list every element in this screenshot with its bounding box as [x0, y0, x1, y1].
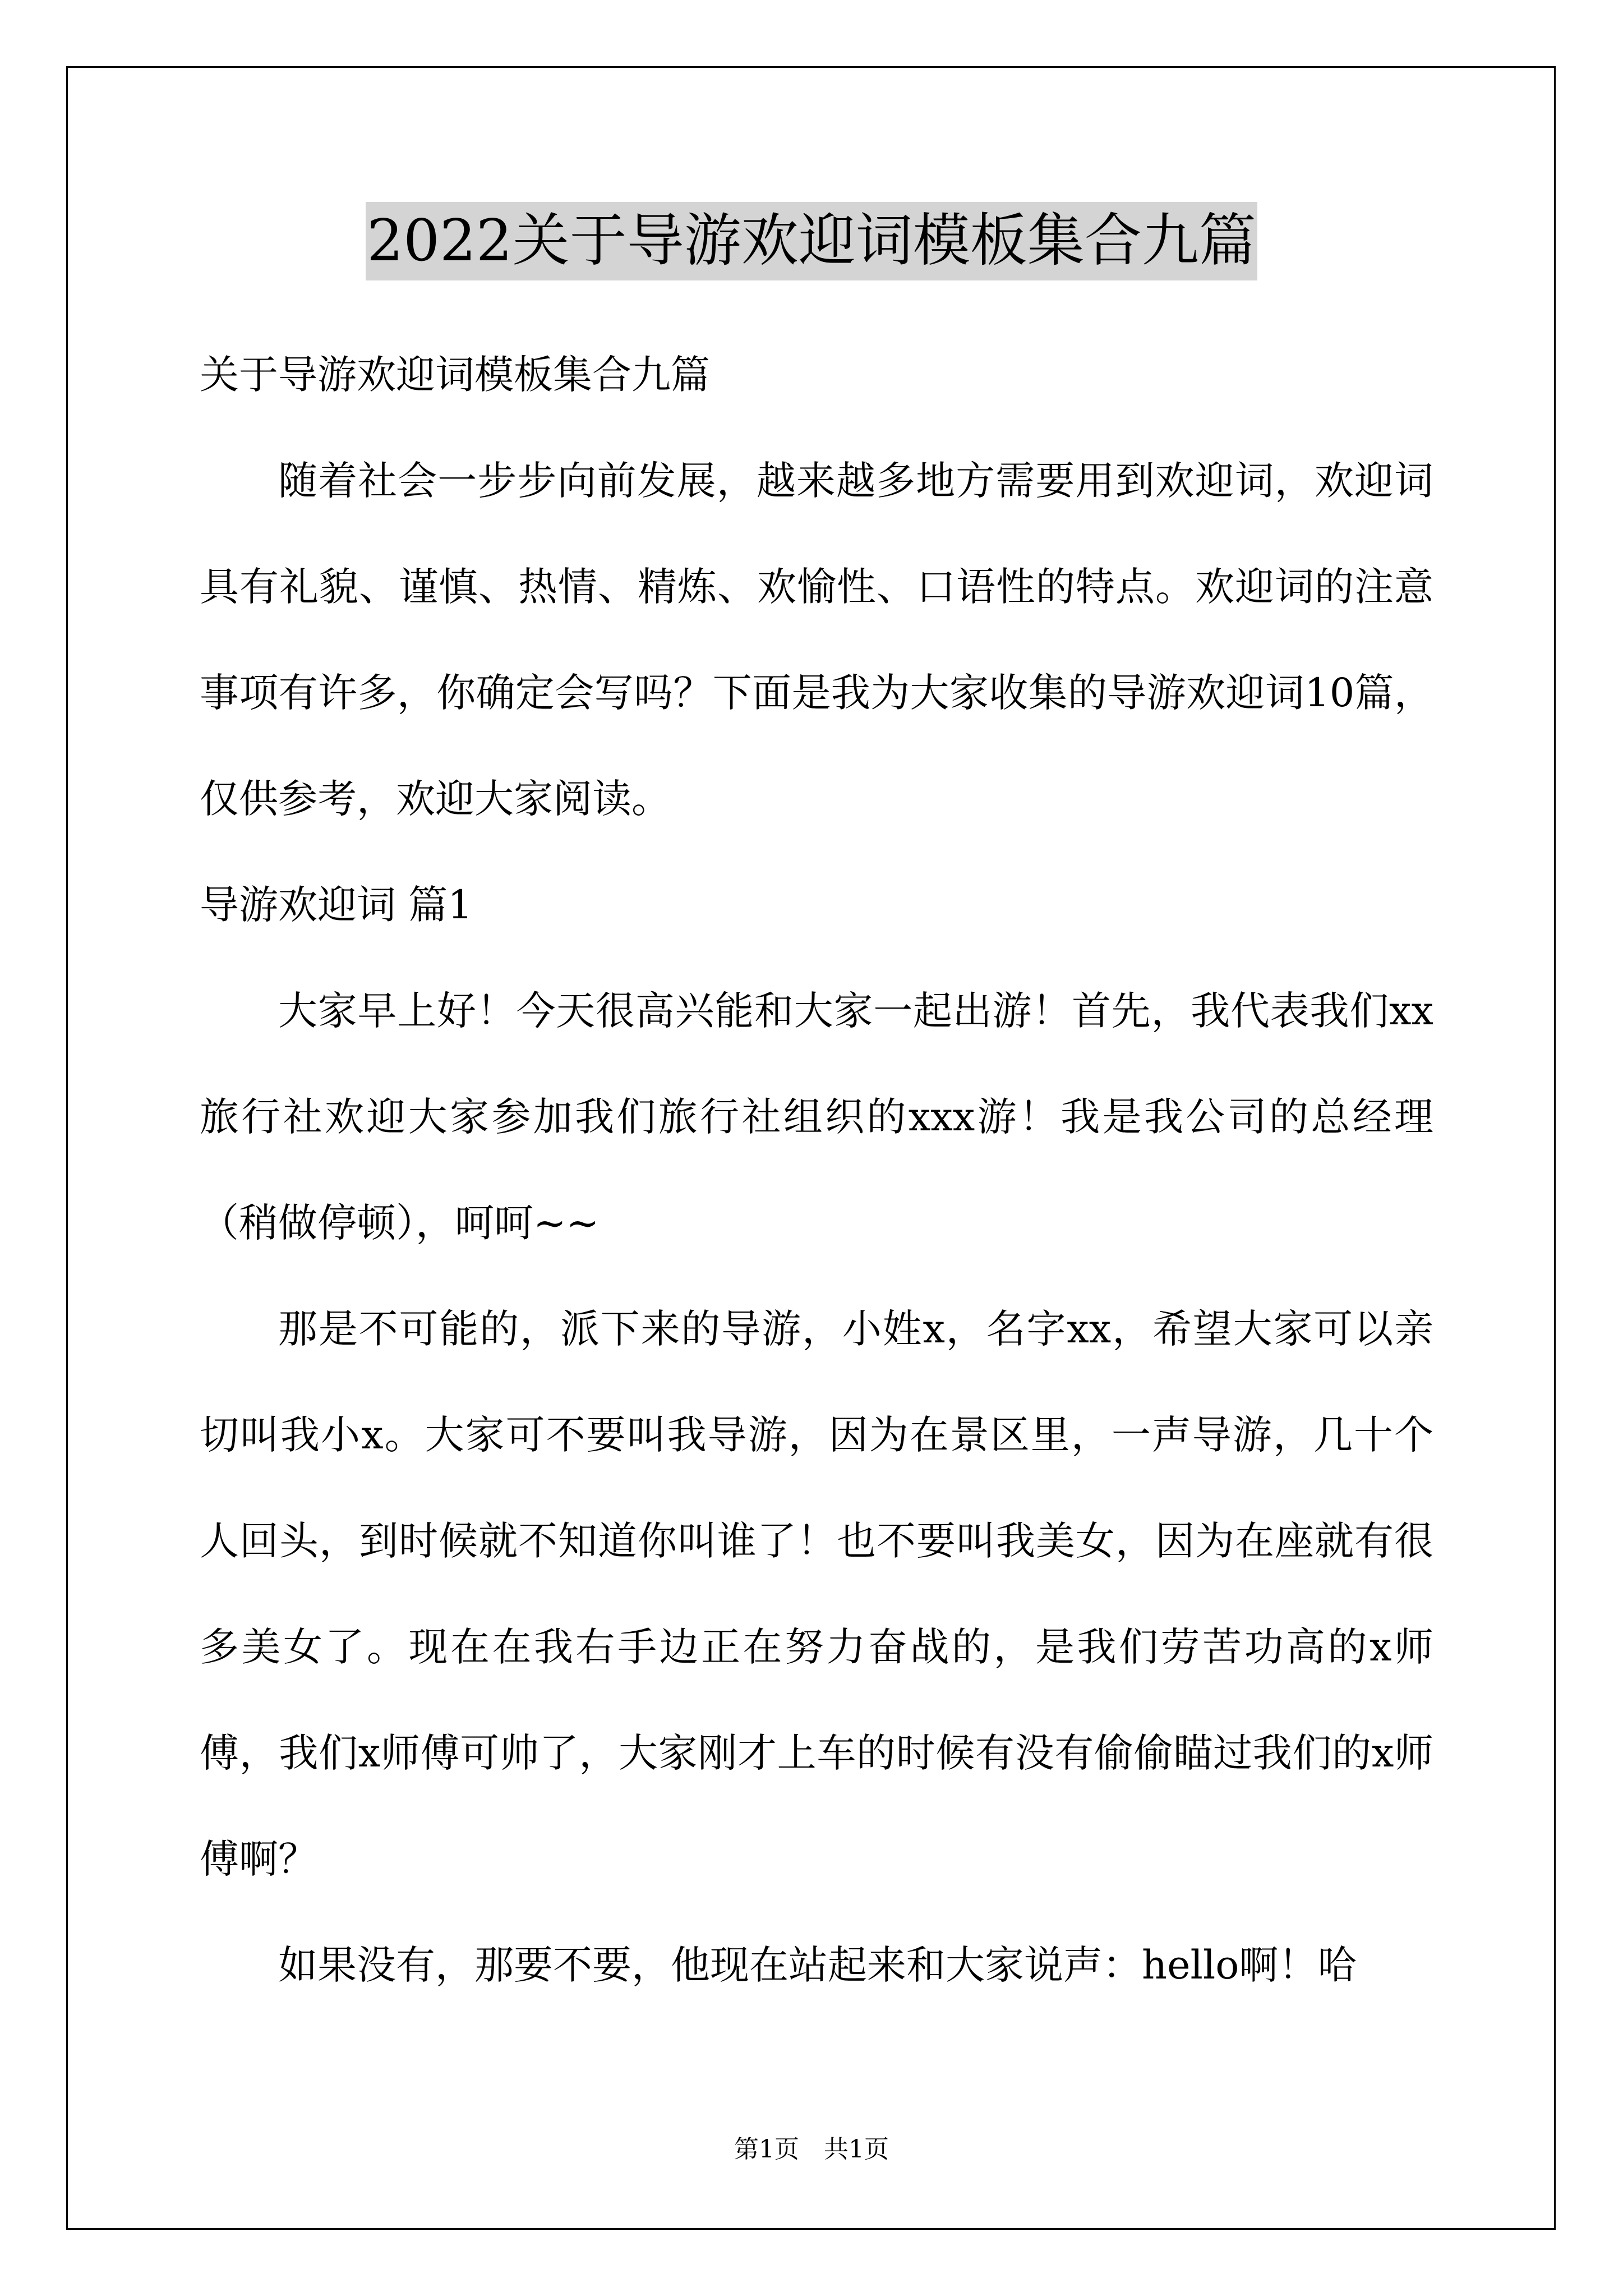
- title-wrap: [0, 202, 1623, 280]
- document-body: [200, 322, 1433, 2018]
- section-heading: 导游欢迎词 篇1: [200, 882, 473, 928]
- page-footer: 第1页 共1页: [734, 2135, 889, 2164]
- body-paragraph: 大家早上好！今天很高兴能和大家一起出游！首先，我代表我们xx旅行社欢迎大家参加我们旅行社组织的xxx游！我是我公司的总经理（稍做停顿），呵呵~~: [200, 988, 1433, 1246]
- subtitle-paragraph: 关于导游欢迎词模板集合九篇: [200, 352, 710, 398]
- intro-paragraph: 随着社会一步步向前发展，越来越多地方需要用到欢迎词，欢迎词具有礼貌、谨慎、热情、精炼、欢愉性、口语性的特点。欢迎词的注意事项有许多，你确定会写吗？下面是我为大家收集的导游欢迎词10篇，仅供参考，欢迎大家阅读。: [200, 458, 1433, 822]
- body-paragraph: 那是不可能的，派下来的导游，小姓x，名字xx，希望大家可以亲切叫我小x。大家可不要叫我导游，因为在景区里，一声导游，几十个人回头，到时候就不知道你叫谁了！也不要叫我美女，因为在座就有很多美女了。现在在我右手边正在努力奋战的，是我们劳苦功高的x师傅，我们x师傅可帅了，大家刚才上车的时候有没有偷偷瞄过我们的x师傅啊？: [200, 1306, 1433, 1882]
- document-title: 2022关于导游欢迎词模板集合九篇: [366, 202, 1257, 280]
- body-paragraph: 如果没有，那要不要，他现在站起来和大家说声：hello啊！哈: [278, 1942, 1357, 1988]
